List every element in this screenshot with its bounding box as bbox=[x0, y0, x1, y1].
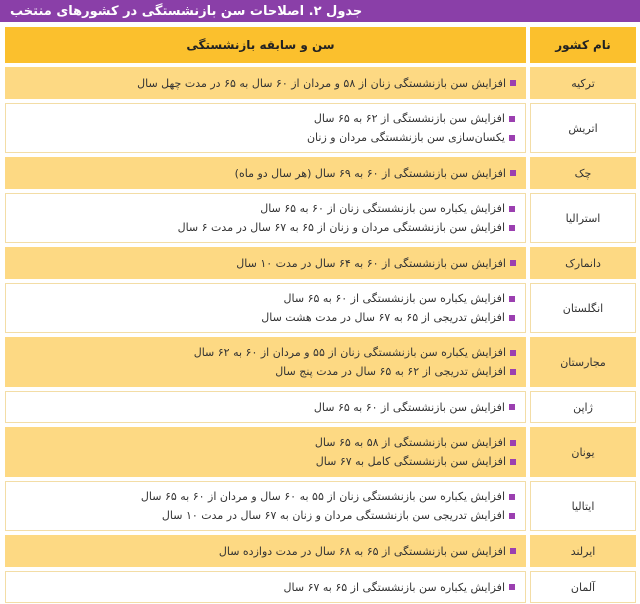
reform-item-text: افزایش یکباره سن بازنشستگی زنان از ۵۵ به ۶۰ سال و مردان از ۶۰ به ۶۵ سال bbox=[140, 490, 505, 503]
reform-item-text: افزایش سن بازنشستگی زنان از ۵۸ و مردان از ۶۰ سال به ۶۵ در مدت چهل سال bbox=[137, 76, 506, 90]
description-cell bbox=[5, 427, 526, 477]
reform-item bbox=[6, 311, 515, 324]
table-row bbox=[5, 247, 636, 279]
table-row bbox=[5, 103, 636, 153]
table-title: جدول ۲. اصلاحات سن بازنشستگی در کشورهای منتخب bbox=[10, 3, 363, 19]
reform-item-text: افزایش سن بازنشستگی از ۶۰ به ۶۵ سال bbox=[313, 400, 505, 414]
country-cell: آلمان bbox=[530, 571, 636, 603]
square-bullet-icon bbox=[510, 80, 516, 86]
square-bullet-icon bbox=[509, 584, 515, 590]
reform-item-text: افزایش سن بازنشستگی از ۶۲ به ۶۵ سال bbox=[313, 112, 505, 125]
reform-item-text: افزایش سن بازنشستگی کامل به ۶۷ سال bbox=[315, 455, 506, 468]
reform-item-text: افزایش سن بازنشستگی مردان و زنان از ۶۵ به ۶۷ سال در مدت ۶ سال bbox=[177, 221, 505, 234]
square-bullet-icon bbox=[509, 513, 515, 519]
reform-item-text: افزایش یکباره سن بازنشستگی از ۶۰ به ۶۵ سال bbox=[283, 292, 505, 305]
square-bullet-icon bbox=[509, 206, 515, 212]
reform-item bbox=[5, 167, 516, 180]
description-cell bbox=[5, 283, 526, 333]
reform-item bbox=[6, 112, 515, 125]
square-bullet-icon bbox=[509, 225, 515, 231]
table-row bbox=[5, 283, 636, 333]
square-bullet-icon bbox=[510, 350, 516, 356]
reform-item-text: افزایش سن بازنشستگی از ۶۵ به ۶۸ سال در مدت دوازده سال bbox=[218, 544, 506, 558]
reform-item bbox=[6, 292, 515, 305]
table-title-bar bbox=[0, 0, 640, 22]
header-country: نام کشور bbox=[530, 27, 636, 63]
reform-item bbox=[5, 365, 516, 378]
description-cell bbox=[5, 571, 526, 603]
header-description: سن و سابقه بازنشستگی bbox=[5, 27, 526, 63]
description-cell bbox=[5, 481, 526, 531]
square-bullet-icon bbox=[510, 440, 516, 446]
country-cell: ایتالیا bbox=[530, 481, 636, 531]
reform-item bbox=[5, 346, 516, 359]
reform-item-text: افزایش یکباره سن بازنشستگی از ۶۵ به ۶۷ سال bbox=[283, 580, 505, 594]
reform-item-text: یکسان‌سازی سن بازنشستگی مردان و زنان bbox=[306, 131, 505, 144]
retirement-reform-table bbox=[5, 27, 636, 603]
reform-item-text: افزایش یکباره سن بازنشستگی زنان از ۶۰ به ۶۵ سال bbox=[260, 202, 505, 215]
reform-item-text: افزایش سن بازنشستگی از ۶۰ به ۶۹ سال (هر سال دو ماه) bbox=[234, 166, 506, 180]
country-cell: ایرلند bbox=[530, 535, 636, 567]
country-cell: اتریش bbox=[530, 103, 636, 153]
table-row bbox=[5, 427, 636, 477]
table-row bbox=[5, 193, 636, 243]
square-bullet-icon bbox=[510, 459, 516, 465]
reform-item-text: افزایش تدریجی سن بازنشستگی مردان و زنان به ۶۷ سال در مدت ۱۰ سال bbox=[161, 509, 505, 522]
description-cell bbox=[5, 247, 526, 279]
description-cell bbox=[5, 391, 526, 423]
reform-item bbox=[5, 436, 516, 449]
table-row bbox=[5, 391, 636, 423]
reform-item bbox=[5, 257, 516, 270]
reform-item-text: افزایش سن بازنشستگی از ۶۰ به ۶۴ سال در مدت ۱۰ سال bbox=[236, 256, 506, 270]
reform-item bbox=[6, 221, 515, 234]
description-cell bbox=[5, 157, 526, 189]
reform-item bbox=[6, 509, 515, 522]
table-row bbox=[5, 67, 636, 99]
description-cell bbox=[5, 103, 526, 153]
country-cell: یونان bbox=[530, 427, 636, 477]
reform-item-text: افزایش تدریجی از ۶۵ به ۶۷ سال در مدت هشت سال bbox=[261, 311, 505, 324]
square-bullet-icon bbox=[509, 404, 515, 410]
square-bullet-icon bbox=[510, 548, 516, 554]
description-cell bbox=[5, 337, 526, 387]
description-cell bbox=[5, 535, 526, 567]
reform-item bbox=[6, 581, 515, 594]
square-bullet-icon bbox=[510, 260, 516, 266]
country-cell: ژاپن bbox=[530, 391, 636, 423]
table-row bbox=[5, 157, 636, 189]
country-cell: چک bbox=[530, 157, 636, 189]
reform-item bbox=[6, 490, 515, 503]
country-cell: دانمارک bbox=[530, 247, 636, 279]
reform-item bbox=[5, 77, 516, 90]
description-cell bbox=[5, 67, 526, 99]
description-cell bbox=[5, 193, 526, 243]
table-row bbox=[5, 535, 636, 567]
square-bullet-icon bbox=[509, 494, 515, 500]
square-bullet-icon bbox=[510, 369, 516, 375]
country-cell: استرالیا bbox=[530, 193, 636, 243]
reform-item bbox=[6, 131, 515, 144]
reform-item-text: افزایش یکباره سن بازنشستگی زنان از ۵۵ و مردان از ۶۰ به ۶۲ سال bbox=[193, 346, 506, 359]
reform-item bbox=[5, 545, 516, 558]
country-cell: مجارستان bbox=[530, 337, 636, 387]
square-bullet-icon bbox=[510, 170, 516, 176]
reform-item bbox=[5, 455, 516, 468]
reform-item bbox=[6, 202, 515, 215]
table-row bbox=[5, 337, 636, 387]
square-bullet-icon bbox=[509, 296, 515, 302]
square-bullet-icon bbox=[509, 135, 515, 141]
table-row bbox=[5, 481, 636, 531]
reform-item-text: افزایش سن بازنشستگی از ۵۸ به ۶۵ سال bbox=[314, 436, 506, 449]
reform-item-text: افزایش تدریجی از ۶۲ به ۶۵ سال در مدت پنج سال bbox=[275, 365, 506, 378]
country-cell: ترکیه bbox=[530, 67, 636, 99]
reform-item bbox=[6, 401, 515, 414]
country-cell: انگلستان bbox=[530, 283, 636, 333]
table-row bbox=[5, 571, 636, 603]
square-bullet-icon bbox=[509, 315, 515, 321]
square-bullet-icon bbox=[509, 116, 515, 122]
table-header-row bbox=[5, 27, 636, 63]
